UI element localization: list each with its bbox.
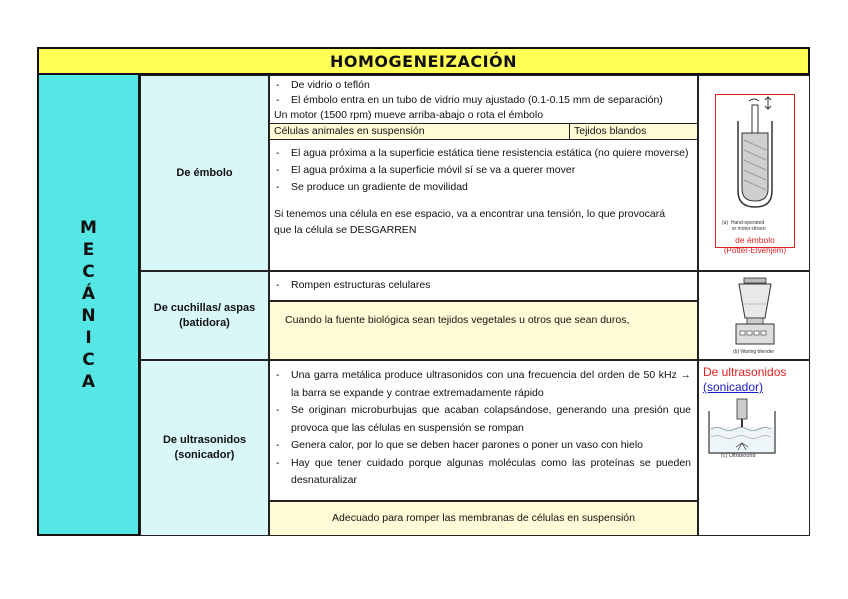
row-label-ultrasonidos (140, 360, 269, 536)
figure-caption: (a) Hand-operated or motor-driven (722, 220, 766, 232)
list-item: - Rompen estructuras celulares (270, 278, 697, 293)
side-letter: Á (81, 283, 96, 304)
side-letter: A (81, 371, 96, 392)
figure-caption: (c) Ultrasound (721, 453, 756, 459)
list-item: - De vidrio o teflón (270, 78, 697, 93)
row-label-text: De ultrasonidos (sonicador) (162, 434, 247, 461)
side-letter: E (82, 239, 95, 260)
sample-type-row (270, 123, 697, 140)
side-letter: M (80, 217, 97, 238)
list-item: - El émbolo entra en un tubo de vidrio muy ajustado (0.1-0.15 mm de separación) (270, 93, 697, 108)
note-text: Adecuado para romper las membranas de células en suspensión (332, 512, 635, 524)
list-item: - El agua próxima a la superficie móvil sí se va a querer mover (270, 162, 697, 179)
side-letter: C (82, 349, 95, 370)
list-item: - Se produce un gradiente de movilidad (270, 179, 697, 196)
sample-type-cell: Tejidos blandos (574, 125, 647, 137)
side-letter: N (81, 305, 96, 326)
conclusion-text: Si tenemos una célula en ese espacio, va a encontrar una tensión, lo que provocará que la célula se DESGARREN (274, 208, 666, 236)
row-label-text: De émbolo (176, 166, 233, 179)
potter-homogenizer-icon (716, 95, 796, 215)
list-item: - Una garra metálica produce ultrasonidos con una frecuencia del orden de 50 kHz → la barra se expande y contrae extremadamente rápido (270, 367, 691, 402)
figure-title: De ultrasonidos (703, 365, 787, 379)
side-letter: C (82, 261, 95, 282)
sample-type-cell: Células animales en suspensión (270, 124, 570, 139)
embolo-content (269, 75, 698, 271)
side-letter: I (85, 327, 92, 348)
row-label-embolo (140, 75, 269, 271)
list-item: - Se originan microburbujas que acaban colapsándose, generando una presión que provoca que las células en suspensión se rompan (270, 402, 691, 437)
ultrasonidos-note (269, 501, 698, 536)
figure-subtitle: (sonicador) (703, 380, 764, 394)
figure-frame (715, 94, 795, 255)
row-label-text: De cuchillas/ aspas (batidora) (153, 301, 256, 329)
note-text: Cuando la fuente biológica sean tejidos vegetales u otros que sean duros, (285, 314, 630, 326)
cuchillas-note (269, 301, 698, 360)
list-item: - Hay que tener cuidado porque algunas moléculas como las proteínas se pueden desnaturalizar (270, 455, 691, 490)
page-title: HOMOGENEIZACIÓN (37, 47, 810, 75)
motor-text: Un motor (1500 rpm) mueve arriba-abajo o rota el émbolo (274, 109, 544, 121)
blender-icon (699, 274, 809, 352)
list-item: - El agua próxima a la superficie estática tiene resistencia estática (no quiere moverse) (270, 145, 697, 162)
category-mecanica (37, 75, 140, 536)
figure-cuchillas (698, 271, 810, 360)
ultrasonidos-content (269, 360, 698, 501)
sonicator-icon (703, 397, 803, 459)
figure-sublabel: (Potter-Elvehjem) (723, 246, 787, 255)
figure-ultrasonidos (698, 360, 810, 536)
row-label-cuchillas (140, 271, 269, 360)
cuchillas-content (269, 271, 698, 301)
list-item: - Genera calor, por lo que se deben hacer parones o poner un vaso con hielo (270, 437, 691, 455)
figure-embolo (698, 75, 810, 271)
figure-caption: (b) Waring blender (733, 349, 775, 355)
figure-label: de émbolo (735, 235, 775, 245)
